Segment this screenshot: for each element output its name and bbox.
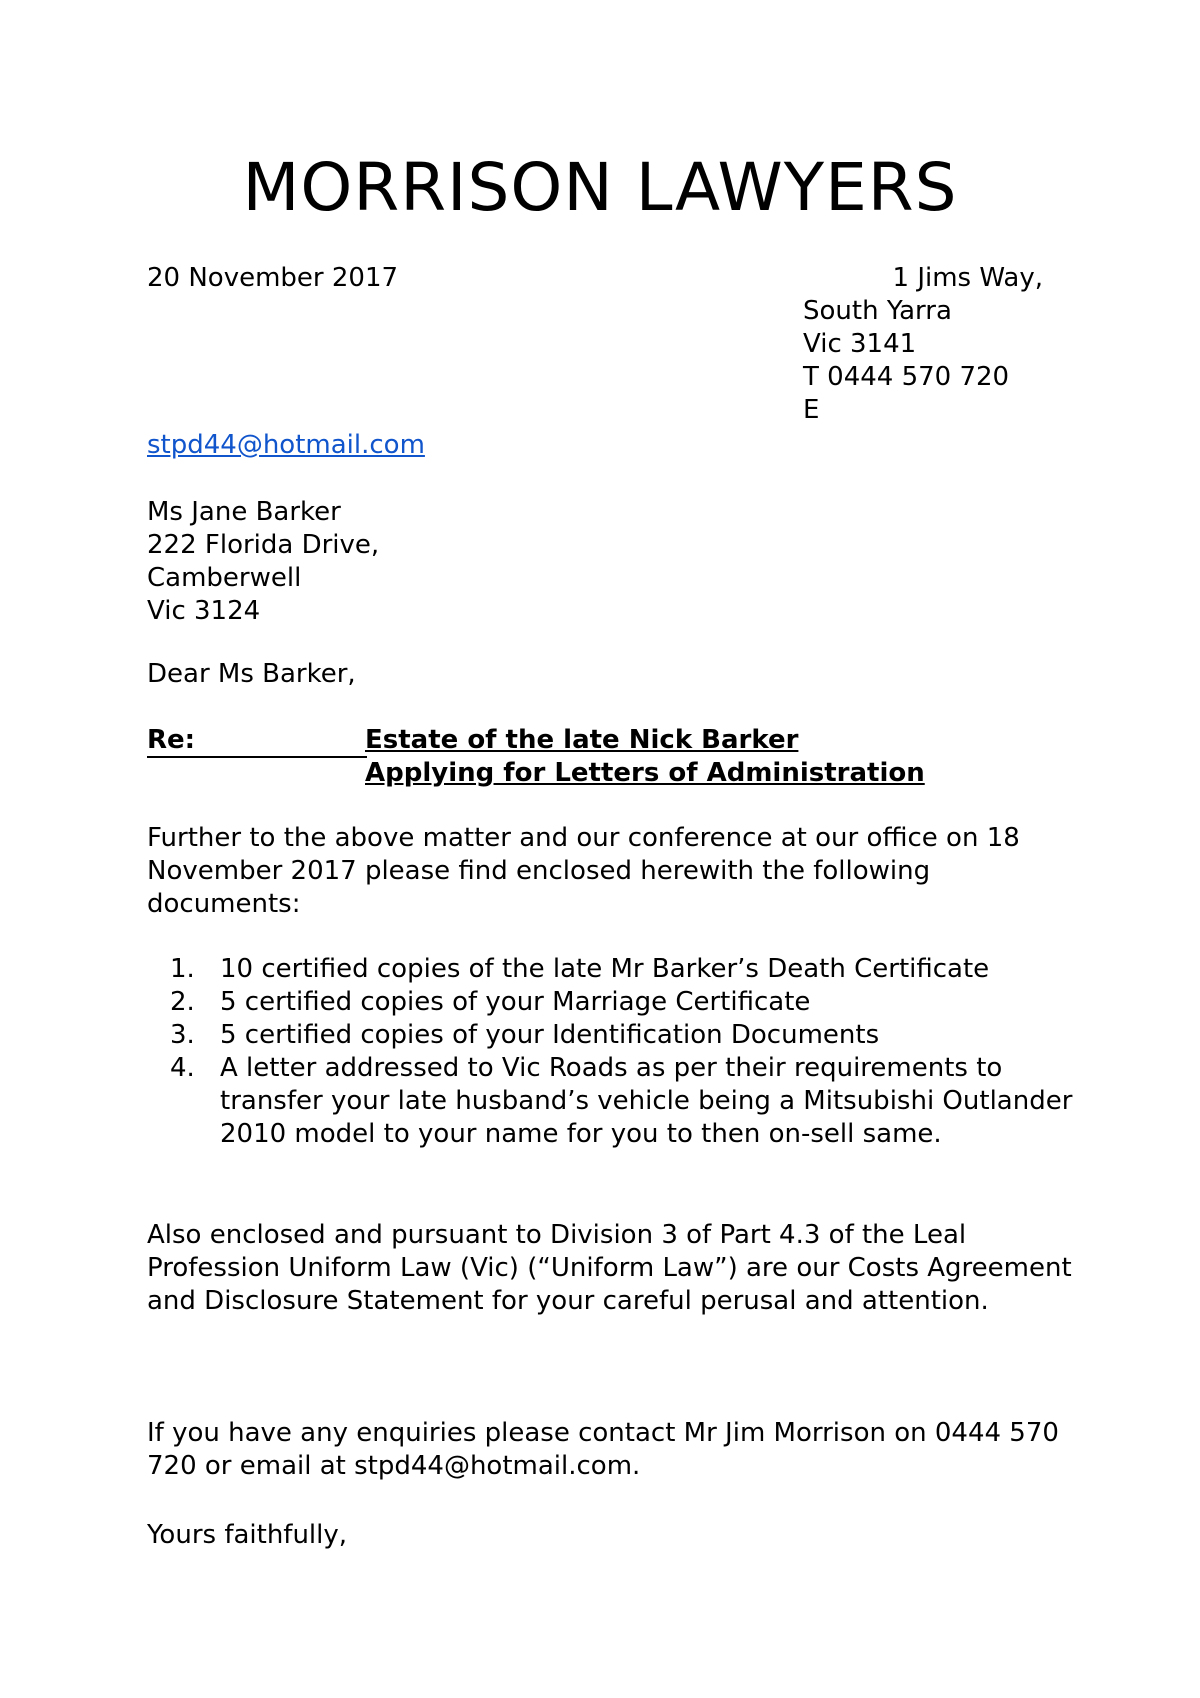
sender-email-label: E xyxy=(803,395,820,425)
list-item xyxy=(170,986,1090,1019)
list-item-text: 5 certified copies of your Marriage Certificate xyxy=(220,987,811,1017)
list-item-text: 10 certified copies of the late Mr Barker’s Death Certificate xyxy=(220,954,990,984)
sender-suburb: South Yarra xyxy=(803,296,952,326)
re-subject xyxy=(365,724,925,790)
list-item-number: 3. xyxy=(170,1020,195,1050)
list-item-text: A letter addressed to Vic Roads as per their requirements to transfer your late husband’s vehicle being a Mitsubishi Outlander 2010 model to your name for you to then on-sell same. xyxy=(220,1053,1073,1149)
list-item xyxy=(170,953,1090,986)
letterhead-title: MORRISON LAWYERS xyxy=(242,149,958,226)
re-subject-line-2: Applying for Letters of Administration xyxy=(365,758,925,788)
re-label-text: Re: xyxy=(147,725,367,758)
sender-phone: T 0444 570 720 xyxy=(803,362,1010,392)
sender-email-link[interactable]: stpd44@hotmail.com xyxy=(147,430,425,460)
recipient-name: Ms Jane Barker xyxy=(147,497,341,527)
enclosures-list xyxy=(170,953,1090,1151)
re-label xyxy=(147,724,367,758)
letter-date: 20 November 2017 xyxy=(147,263,399,293)
list-item xyxy=(170,1019,1090,1052)
list-item-number: 1. xyxy=(170,954,195,984)
sender-street: 1 Jims Way, xyxy=(892,263,1043,293)
list-item-number: 2. xyxy=(170,987,195,1017)
list-item-text: 5 certified copies of your Identification Documents xyxy=(220,1020,880,1050)
recipient-suburb: Camberwell xyxy=(147,563,302,593)
list-item xyxy=(170,1052,1090,1151)
sender-state-postcode: Vic 3141 xyxy=(803,329,917,359)
list-item-number: 4. xyxy=(170,1053,195,1083)
recipient-state-postcode: Vic 3124 xyxy=(147,596,261,626)
enquiries-paragraph: If you have any enquiries please contact Mr Jim Morrison on 0444 570 720 or email at stpd44@hotmail.com. xyxy=(147,1418,1059,1481)
salutation: Dear Ms Barker, xyxy=(147,659,356,689)
recipient-street: 222 Florida Drive, xyxy=(147,530,380,560)
sender-address xyxy=(803,262,1043,427)
closing: Yours faithfully, xyxy=(147,1520,348,1550)
intro-paragraph: Further to the above matter and our conference at our office on 18 November 2017 please find enclosed herewith the following documents: xyxy=(147,823,1020,919)
recipient-address xyxy=(147,496,379,628)
re-subject-line-1: Estate of the late Nick Barker xyxy=(365,725,799,755)
costs-paragraph: Also enclosed and pursuant to Division 3 of Part 4.3 of the Leal Profession Uniform Law (Vic) (“Uniform Law”) are our Costs Agreement and Disclosure Statement for your careful perusal and attention. xyxy=(147,1220,1072,1316)
